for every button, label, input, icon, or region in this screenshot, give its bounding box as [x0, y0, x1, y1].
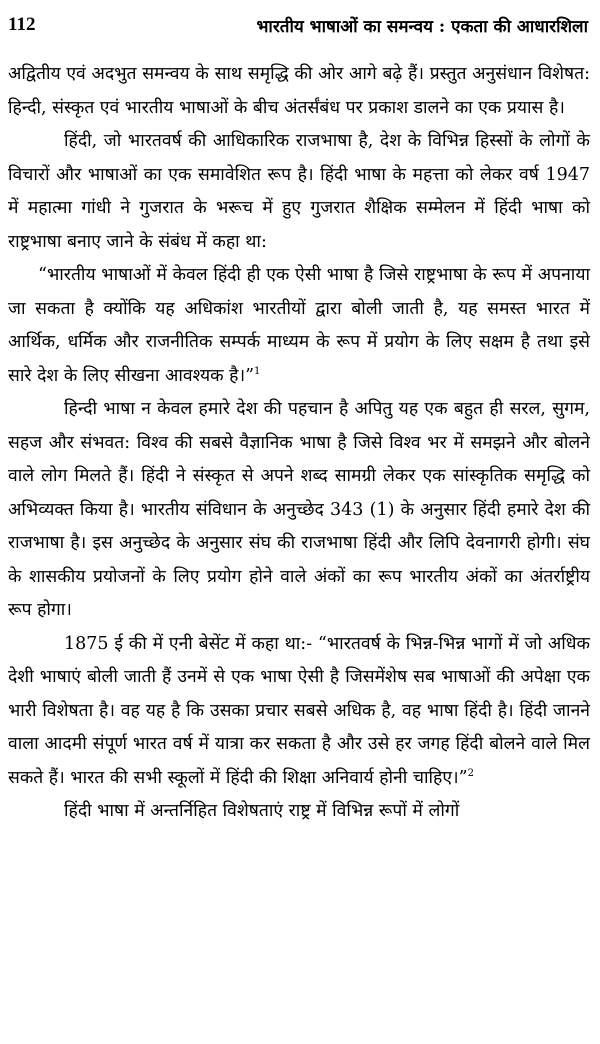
paragraph-1: अद्वितीय एवं अदभुत समन्वय के साथ समृद्धि की ओर आगे बढ़े हैं। प्रस्तुत अनुसंधान विशेषत: हिन्दी, संस्कृत एवं भारतीय भाषाओं के बीच अंतर्संबंध पर प्रकाश डालने का एक प्रयास है।	[8, 64, 590, 118]
footnote-marker-2: 2	[467, 767, 474, 779]
body-text	[8, 58, 590, 829]
footnote-marker-1: 1	[254, 365, 261, 377]
gandhi-quote	[8, 259, 590, 393]
paragraph-3: हिन्दी भाषा न केवल हमारे देश की पहचान है अपितु यह एक बहुत ही सरल, सुगम, सहज और संभवत: विश्व की सबसे वैज्ञानिक भाषा है जिसे विश्व भर में समझने और बोलने वाले लोग मिलते हैं। हिंदी ने संस्कृत से अपने शब्द सामग्री लेकर एक सांस्कृतिक समृद्धि को अभिव्यक्त किया है। भारतीय संविधान के अनुच्छेद 343 (1) के अनुसार हिंदी हमारे देश की राजभाषा है। इस अनुच्छेद के अनुसार संघ की राजभाषा हिंदी और लिपि देवनागरी होगी। संघ के शासकीय प्रयोजनों के लिए प्रयोग होने वाले अंकों का रूप भारतीय अंकों का अंतर्राष्ट्रीय रूप होगा।	[8, 399, 590, 620]
paragraph-4	[8, 628, 590, 796]
paragraph-2: हिंदी, जो भारतवर्ष की आधिकारिक राजभाषा है, देश के विभिन्न हिस्सों के लोगों के विचारों और भाषाओं का एक समावेशित रूप है। हिंदी भाषा के महत्ता को लेकर वर्ष 1947 में महात्मा गांधी ने गुजरात के भरूच में हुए गुजरात शैक्षिक सम्मेलन में हिंदी भाषा को राष्ट्रभाषा बनाए जाने के संबंध में कहा था:	[8, 131, 590, 252]
page-number: 112	[8, 14, 36, 35]
gandhi-quote-text: “भारतीय भाषाओं में केवल हिंदी ही एक ऐसी भाषा है जिसे राष्ट्रभाषा के रूप में अपनाया जा सकता है क्योंकि यह अधिकांश भारतीयों द्वारा बोली जाती है, यह समस्त भारत में आर्थिक, धर्मिक और राजनीतिक सम्पर्क माध्यम के रूप में प्रयोग के लिए सक्षम है तथा इसे सारे देश के लिए सीखना आवश्यक है।”	[8, 265, 590, 386]
running-head: भारतीय भाषाओं का समन्वय : एकता की आधारशिला	[256, 17, 588, 37]
page-header	[8, 8, 588, 48]
paragraph-4-text: 1875 ई की में एनी बेसेंट में कहा था:- “भारतवर्ष के भिन्न-भिन्न भागों में जो अधिक देशी भाषाएं बोली जाती हैं उनमें से एक भाषा ऐसी है जिसमेंशेष सब भाषाओं की अपेक्षा एक भारी विशेषता है। वह यह है कि उसका प्रचार सबसे अधिक है, वह भाषा हिंदी है। हिंदी जानने वाला आदमी संपूर्ण भारत वर्ष में यात्रा कर सकता है और उसे हर जगह हिंदी बोलने वाले मिल सकते हैं। भारत की सभी स्कूलों में हिंदी की शिक्षा अनिवार्य होनी चाहिए।”	[8, 633, 590, 788]
paragraph-5: हिंदी भाषा में अन्तर्निहित विशेषताएं राष्ट्र में विभिन्न रूपों में लोगों	[64, 801, 460, 821]
